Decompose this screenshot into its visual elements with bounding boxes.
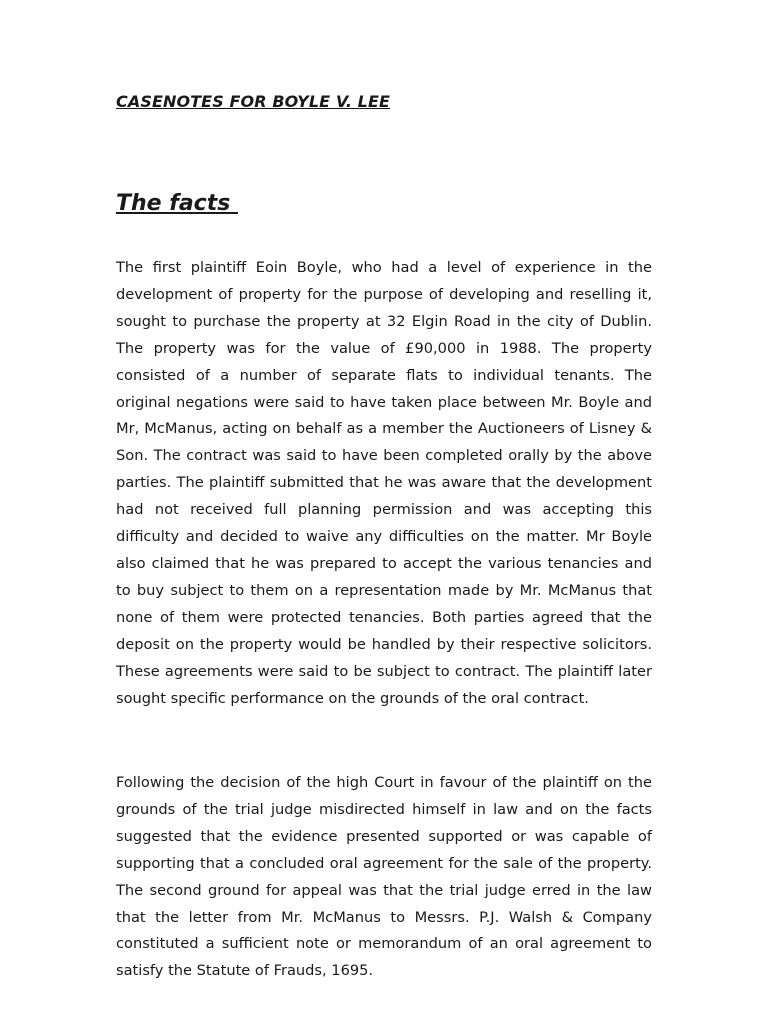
document-title: CASENOTES FOR BOYLE V. LEE [116, 92, 391, 111]
paragraph-appeal: Following the decision of the high Court in favour of the plaintiff on the grounds of the trial judge misdirected himself in law and on the facts suggested that the evidence presented supported or was capable of supporting that a concluded oral agreement for the sale of the property. The second ground for appeal was that the trial judge erred in the law that the letter from Mr. McManus to Messrs. P.J. Walsh & Company constituted a sufficient note or memorandum of an oral agreement to satisfy the Statute of Frauds, 1695. [116, 774, 652, 980]
paragraph-facts: The first plaintiff Eoin Boyle, who had a level of experience in the development of property for the purpose of developing and reselling it, sought to purchase the property at 32 Elgin Road in the city of Dublin. The property was for the value of £90,000 in 1988. The property consisted of a number of separate flats to individual tenants. The original negations were said to have taken place between Mr. Boyle and Mr, McManus, acting on behalf as a member the Auctioneers of Lisney & Son. The contract was said to have been completed orally by the above parties. The plaintiff submitted that he was aware that the development had not received full planning permission and was accepting this difficulty and decided to waive any difficulties on the matter. Mr Boyle also claimed that he was prepared to accept the various tenancies and to buy subject to them on a representation made by Mr. McManus that none of them were protected tenancies. Both parties agreed that the deposit on the property would be handled by their respective solicitors. These agreements were said to be subject to contract. The plaintiff later sought specific performance on the grounds of the oral contract. [116, 259, 652, 707]
section-heading-the-facts: The facts [116, 191, 238, 216]
